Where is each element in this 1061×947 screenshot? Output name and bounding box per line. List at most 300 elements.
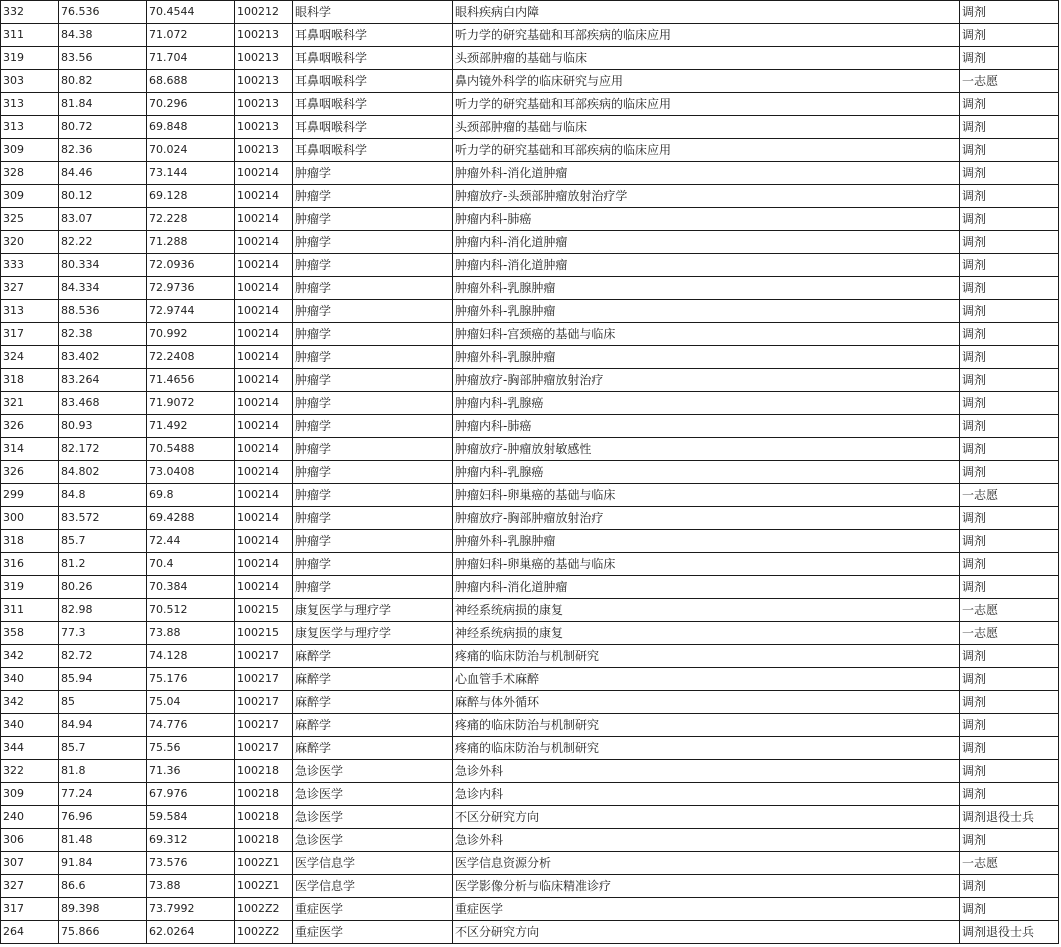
total-score-cell: 69.128 (147, 185, 235, 208)
major-name-cell: 肿瘤学 (293, 415, 453, 438)
major-code-cell: 100215 (235, 622, 293, 645)
initial-score-cell: 332 (1, 1, 59, 24)
table-row (1, 300, 1059, 323)
total-score-cell: 75.176 (147, 668, 235, 691)
table-row (1, 691, 1059, 714)
total-score-cell: 71.072 (147, 24, 235, 47)
major-code-cell: 100214 (235, 323, 293, 346)
major-name-cell: 麻醉学 (293, 691, 453, 714)
retest-score-cell: 75.866 (59, 921, 147, 944)
retest-score-cell: 80.26 (59, 576, 147, 599)
table-row (1, 254, 1059, 277)
research-direction-cell: 疼痛的临床防治与机制研究 (453, 645, 960, 668)
total-score-cell: 71.704 (147, 47, 235, 70)
initial-score-cell: 309 (1, 139, 59, 162)
total-score-cell: 69.8 (147, 484, 235, 507)
table-row (1, 369, 1059, 392)
research-direction-cell: 肿瘤内科-肺癌 (453, 208, 960, 231)
research-direction-cell: 肿瘤内科-消化道肿瘤 (453, 576, 960, 599)
initial-score-cell: 306 (1, 829, 59, 852)
total-score-cell: 68.688 (147, 70, 235, 93)
table-row (1, 185, 1059, 208)
major-name-cell: 肿瘤学 (293, 553, 453, 576)
admission-type-cell: 调剂 (960, 576, 1059, 599)
major-code-cell: 100213 (235, 93, 293, 116)
admission-type-cell: 一志愿 (960, 484, 1059, 507)
major-code-cell: 100214 (235, 484, 293, 507)
major-code-cell: 100214 (235, 369, 293, 392)
admission-type-cell: 调剂 (960, 162, 1059, 185)
initial-score-cell: 326 (1, 415, 59, 438)
research-direction-cell: 头颈部肿瘤的基础与临床 (453, 47, 960, 70)
major-name-cell: 急诊医学 (293, 760, 453, 783)
research-direction-cell: 肿瘤内科-肺癌 (453, 415, 960, 438)
major-code-cell: 100214 (235, 530, 293, 553)
major-name-cell: 肿瘤学 (293, 346, 453, 369)
major-code-cell: 100214 (235, 415, 293, 438)
major-code-cell: 100212 (235, 1, 293, 24)
major-name-cell: 肿瘤学 (293, 185, 453, 208)
major-code-cell: 100214 (235, 392, 293, 415)
table-row (1, 921, 1059, 944)
table-row (1, 553, 1059, 576)
major-name-cell: 麻醉学 (293, 714, 453, 737)
major-name-cell: 耳鼻咽喉科学 (293, 116, 453, 139)
total-score-cell: 72.44 (147, 530, 235, 553)
total-score-cell: 73.144 (147, 162, 235, 185)
major-code-cell: 100214 (235, 346, 293, 369)
major-name-cell: 肿瘤学 (293, 323, 453, 346)
initial-score-cell: 333 (1, 254, 59, 277)
initial-score-cell: 340 (1, 714, 59, 737)
major-name-cell: 肿瘤学 (293, 300, 453, 323)
major-code-cell: 100218 (235, 829, 293, 852)
initial-score-cell: 342 (1, 645, 59, 668)
table-row (1, 829, 1059, 852)
major-name-cell: 耳鼻咽喉科学 (293, 93, 453, 116)
research-direction-cell: 听力学的研究基础和耳部疾病的临床应用 (453, 93, 960, 116)
retest-score-cell: 83.56 (59, 47, 147, 70)
research-direction-cell: 肿瘤内科-乳腺癌 (453, 461, 960, 484)
initial-score-cell: 303 (1, 70, 59, 93)
major-code-cell: 100217 (235, 668, 293, 691)
research-direction-cell: 肿瘤内科-消化道肿瘤 (453, 254, 960, 277)
initial-score-cell: 311 (1, 24, 59, 47)
major-code-cell: 100214 (235, 553, 293, 576)
major-name-cell: 耳鼻咽喉科学 (293, 24, 453, 47)
retest-score-cell: 89.398 (59, 898, 147, 921)
major-name-cell: 耳鼻咽喉科学 (293, 139, 453, 162)
table-row (1, 116, 1059, 139)
research-direction-cell: 重症医学 (453, 898, 960, 921)
retest-score-cell: 85 (59, 691, 147, 714)
admission-type-cell: 调剂 (960, 668, 1059, 691)
research-direction-cell: 肿瘤放疗-头颈部肿瘤放射治疗学 (453, 185, 960, 208)
admission-type-cell: 调剂 (960, 24, 1059, 47)
initial-score-cell: 358 (1, 622, 59, 645)
major-code-cell: 100214 (235, 208, 293, 231)
total-score-cell: 69.848 (147, 116, 235, 139)
total-score-cell: 71.492 (147, 415, 235, 438)
table-row (1, 783, 1059, 806)
major-code-cell: 100213 (235, 47, 293, 70)
table-row (1, 806, 1059, 829)
major-code-cell: 1002Z1 (235, 852, 293, 875)
major-code-cell: 1002Z2 (235, 921, 293, 944)
initial-score-cell: 311 (1, 599, 59, 622)
research-direction-cell: 头颈部肿瘤的基础与临床 (453, 116, 960, 139)
retest-score-cell: 85.7 (59, 737, 147, 760)
research-direction-cell: 肿瘤放疗-胸部肿瘤放射治疗 (453, 507, 960, 530)
table-row (1, 461, 1059, 484)
admission-type-cell: 调剂 (960, 369, 1059, 392)
admission-type-cell: 调剂 (960, 185, 1059, 208)
initial-score-cell: 320 (1, 231, 59, 254)
major-name-cell: 重症医学 (293, 898, 453, 921)
major-code-cell: 100215 (235, 599, 293, 622)
admission-type-cell: 调剂 (960, 898, 1059, 921)
admission-type-cell: 一志愿 (960, 70, 1059, 93)
total-score-cell: 71.4656 (147, 369, 235, 392)
research-direction-cell: 不区分研究方向 (453, 806, 960, 829)
admission-type-cell: 调剂 (960, 783, 1059, 806)
research-direction-cell: 心血管手术麻醉 (453, 668, 960, 691)
major-name-cell: 眼科学 (293, 1, 453, 24)
table-row (1, 622, 1059, 645)
total-score-cell: 70.296 (147, 93, 235, 116)
total-score-cell: 70.384 (147, 576, 235, 599)
major-name-cell: 肿瘤学 (293, 438, 453, 461)
table-body (1, 1, 1059, 944)
retest-score-cell: 82.38 (59, 323, 147, 346)
admission-type-cell: 调剂 (960, 461, 1059, 484)
total-score-cell: 70.5488 (147, 438, 235, 461)
major-code-cell: 100218 (235, 760, 293, 783)
major-code-cell: 100214 (235, 277, 293, 300)
table-row (1, 530, 1059, 553)
initial-score-cell: 342 (1, 691, 59, 714)
research-direction-cell: 眼科疾病白内障 (453, 1, 960, 24)
major-name-cell: 医学信息学 (293, 875, 453, 898)
major-name-cell: 急诊医学 (293, 829, 453, 852)
major-code-cell: 100217 (235, 737, 293, 760)
total-score-cell: 75.56 (147, 737, 235, 760)
initial-score-cell: 340 (1, 668, 59, 691)
table-row (1, 231, 1059, 254)
table-row (1, 576, 1059, 599)
total-score-cell: 70.4544 (147, 1, 235, 24)
major-code-cell: 100214 (235, 231, 293, 254)
initial-score-cell: 300 (1, 507, 59, 530)
research-direction-cell: 急诊外科 (453, 829, 960, 852)
major-code-cell: 100214 (235, 461, 293, 484)
research-direction-cell: 听力学的研究基础和耳部疾病的临床应用 (453, 139, 960, 162)
major-code-cell: 100214 (235, 300, 293, 323)
retest-score-cell: 86.6 (59, 875, 147, 898)
major-name-cell: 肿瘤学 (293, 208, 453, 231)
table-row (1, 93, 1059, 116)
total-score-cell: 69.4288 (147, 507, 235, 530)
research-direction-cell: 肿瘤放疗-胸部肿瘤放射治疗 (453, 369, 960, 392)
retest-score-cell: 91.84 (59, 852, 147, 875)
table-row (1, 484, 1059, 507)
table-row (1, 852, 1059, 875)
major-name-cell: 麻醉学 (293, 668, 453, 691)
retest-score-cell: 84.38 (59, 24, 147, 47)
total-score-cell: 70.992 (147, 323, 235, 346)
admission-type-cell: 调剂 (960, 760, 1059, 783)
major-code-cell: 100214 (235, 162, 293, 185)
table-row (1, 392, 1059, 415)
research-direction-cell: 麻醉与体外循环 (453, 691, 960, 714)
major-name-cell: 麻醉学 (293, 737, 453, 760)
research-direction-cell: 肿瘤外科-乳腺肿瘤 (453, 300, 960, 323)
admission-type-cell: 调剂 (960, 231, 1059, 254)
retest-score-cell: 77.3 (59, 622, 147, 645)
admission-type-cell: 调剂 (960, 507, 1059, 530)
admission-type-cell: 调剂 (960, 392, 1059, 415)
total-score-cell: 72.228 (147, 208, 235, 231)
retest-score-cell: 83.264 (59, 369, 147, 392)
total-score-cell: 69.312 (147, 829, 235, 852)
research-direction-cell: 肿瘤放疗-肿瘤放射敏感性 (453, 438, 960, 461)
total-score-cell: 74.128 (147, 645, 235, 668)
retest-score-cell: 83.402 (59, 346, 147, 369)
total-score-cell: 73.0408 (147, 461, 235, 484)
retest-score-cell: 84.8 (59, 484, 147, 507)
admission-type-cell: 调剂 (960, 553, 1059, 576)
major-code-cell: 100218 (235, 783, 293, 806)
total-score-cell: 72.9736 (147, 277, 235, 300)
table-row (1, 714, 1059, 737)
major-name-cell: 肿瘤学 (293, 254, 453, 277)
major-name-cell: 医学信息学 (293, 852, 453, 875)
major-name-cell: 肿瘤学 (293, 277, 453, 300)
total-score-cell: 73.88 (147, 875, 235, 898)
research-direction-cell: 急诊内科 (453, 783, 960, 806)
table-row (1, 139, 1059, 162)
total-score-cell: 72.0936 (147, 254, 235, 277)
major-name-cell: 麻醉学 (293, 645, 453, 668)
initial-score-cell: 316 (1, 553, 59, 576)
initial-score-cell: 344 (1, 737, 59, 760)
major-name-cell: 肿瘤学 (293, 392, 453, 415)
admission-type-cell: 调剂 (960, 47, 1059, 70)
research-direction-cell: 神经系统病损的康复 (453, 599, 960, 622)
major-name-cell: 肿瘤学 (293, 484, 453, 507)
initial-score-cell: 309 (1, 185, 59, 208)
total-score-cell: 71.9072 (147, 392, 235, 415)
admission-type-cell: 调剂 (960, 438, 1059, 461)
table-row (1, 507, 1059, 530)
research-direction-cell: 急诊外科 (453, 760, 960, 783)
initial-score-cell: 326 (1, 461, 59, 484)
initial-score-cell: 328 (1, 162, 59, 185)
admission-type-cell: 调剂 (960, 691, 1059, 714)
major-code-cell: 100218 (235, 806, 293, 829)
research-direction-cell: 肿瘤妇科-卵巢癌的基础与临床 (453, 553, 960, 576)
total-score-cell: 72.9744 (147, 300, 235, 323)
research-direction-cell: 不区分研究方向 (453, 921, 960, 944)
initial-score-cell: 317 (1, 323, 59, 346)
retest-score-cell: 84.46 (59, 162, 147, 185)
total-score-cell: 71.288 (147, 231, 235, 254)
major-code-cell: 100213 (235, 116, 293, 139)
major-name-cell: 肿瘤学 (293, 507, 453, 530)
admission-type-cell: 调剂 (960, 875, 1059, 898)
research-direction-cell: 鼻内镜外科学的临床研究与应用 (453, 70, 960, 93)
major-name-cell: 肿瘤学 (293, 231, 453, 254)
retest-score-cell: 77.24 (59, 783, 147, 806)
retest-score-cell: 80.334 (59, 254, 147, 277)
total-score-cell: 59.584 (147, 806, 235, 829)
table-row (1, 760, 1059, 783)
retest-score-cell: 80.93 (59, 415, 147, 438)
admission-type-cell: 调剂 (960, 277, 1059, 300)
research-direction-cell: 肿瘤妇科-卵巢癌的基础与临床 (453, 484, 960, 507)
major-code-cell: 1002Z2 (235, 898, 293, 921)
major-name-cell: 肿瘤学 (293, 530, 453, 553)
initial-score-cell: 318 (1, 530, 59, 553)
research-direction-cell: 肿瘤内科-消化道肿瘤 (453, 231, 960, 254)
research-direction-cell: 肿瘤外科-乳腺肿瘤 (453, 277, 960, 300)
total-score-cell: 70.4 (147, 553, 235, 576)
initial-score-cell: 317 (1, 898, 59, 921)
admission-type-cell: 一志愿 (960, 622, 1059, 645)
major-name-cell: 耳鼻咽喉科学 (293, 70, 453, 93)
initial-score-cell: 313 (1, 116, 59, 139)
admission-type-cell: 调剂 (960, 1, 1059, 24)
major-code-cell: 100217 (235, 714, 293, 737)
major-name-cell: 康复医学与理疗学 (293, 599, 453, 622)
initial-score-cell: 321 (1, 392, 59, 415)
admission-type-cell: 调剂 (960, 323, 1059, 346)
research-direction-cell: 疼痛的临床防治与机制研究 (453, 714, 960, 737)
retest-score-cell: 80.82 (59, 70, 147, 93)
initial-score-cell: 318 (1, 369, 59, 392)
initial-score-cell: 240 (1, 806, 59, 829)
admission-type-cell: 调剂退役士兵 (960, 806, 1059, 829)
research-direction-cell: 肿瘤外科-消化道肿瘤 (453, 162, 960, 185)
major-name-cell: 肿瘤学 (293, 162, 453, 185)
major-name-cell: 肿瘤学 (293, 369, 453, 392)
research-direction-cell: 听力学的研究基础和耳部疾病的临床应用 (453, 24, 960, 47)
total-score-cell: 75.04 (147, 691, 235, 714)
retest-score-cell: 76.536 (59, 1, 147, 24)
table-row (1, 346, 1059, 369)
initial-score-cell: 299 (1, 484, 59, 507)
major-name-cell: 急诊医学 (293, 783, 453, 806)
retest-score-cell: 82.172 (59, 438, 147, 461)
major-code-cell: 100214 (235, 185, 293, 208)
table-row (1, 599, 1059, 622)
major-code-cell: 100214 (235, 438, 293, 461)
retest-score-cell: 80.72 (59, 116, 147, 139)
table-row (1, 277, 1059, 300)
retest-score-cell: 81.84 (59, 93, 147, 116)
major-name-cell: 肿瘤学 (293, 576, 453, 599)
admission-type-cell: 调剂 (960, 346, 1059, 369)
retest-score-cell: 81.48 (59, 829, 147, 852)
retest-score-cell: 82.22 (59, 231, 147, 254)
major-code-cell: 100217 (235, 691, 293, 714)
initial-score-cell: 313 (1, 300, 59, 323)
total-score-cell: 70.024 (147, 139, 235, 162)
admission-type-cell: 调剂 (960, 139, 1059, 162)
retest-score-cell: 85.94 (59, 668, 147, 691)
major-code-cell: 100214 (235, 507, 293, 530)
total-score-cell: 71.36 (147, 760, 235, 783)
initial-score-cell: 319 (1, 576, 59, 599)
admission-type-cell: 调剂 (960, 116, 1059, 139)
major-code-cell: 100213 (235, 139, 293, 162)
total-score-cell: 62.0264 (147, 921, 235, 944)
initial-score-cell: 307 (1, 852, 59, 875)
major-code-cell: 100213 (235, 70, 293, 93)
retest-score-cell: 83.07 (59, 208, 147, 231)
total-score-cell: 74.776 (147, 714, 235, 737)
table-row (1, 668, 1059, 691)
major-name-cell: 康复医学与理疗学 (293, 622, 453, 645)
research-direction-cell: 肿瘤妇科-宫颈癌的基础与临床 (453, 323, 960, 346)
total-score-cell: 70.512 (147, 599, 235, 622)
admission-type-cell: 调剂 (960, 645, 1059, 668)
admission-type-cell: 调剂 (960, 254, 1059, 277)
major-name-cell: 重症医学 (293, 921, 453, 944)
admission-type-cell: 一志愿 (960, 852, 1059, 875)
retest-score-cell: 81.2 (59, 553, 147, 576)
total-score-cell: 72.2408 (147, 346, 235, 369)
table-row (1, 208, 1059, 231)
retest-score-cell: 76.96 (59, 806, 147, 829)
initial-score-cell: 313 (1, 93, 59, 116)
retest-score-cell: 83.468 (59, 392, 147, 415)
total-score-cell: 73.576 (147, 852, 235, 875)
table-row (1, 875, 1059, 898)
table-row (1, 47, 1059, 70)
initial-score-cell: 322 (1, 760, 59, 783)
retest-score-cell: 82.72 (59, 645, 147, 668)
admission-type-cell: 调剂 (960, 93, 1059, 116)
table-row (1, 1, 1059, 24)
retest-score-cell: 80.12 (59, 185, 147, 208)
total-score-cell: 73.88 (147, 622, 235, 645)
table-row (1, 323, 1059, 346)
research-direction-cell: 医学影像分析与临床精准诊疗 (453, 875, 960, 898)
admission-type-cell: 调剂 (960, 530, 1059, 553)
major-code-cell: 1002Z1 (235, 875, 293, 898)
admission-type-cell: 调剂 (960, 737, 1059, 760)
initial-score-cell: 325 (1, 208, 59, 231)
retest-score-cell: 85.7 (59, 530, 147, 553)
research-direction-cell: 肿瘤内科-乳腺癌 (453, 392, 960, 415)
retest-score-cell: 84.94 (59, 714, 147, 737)
table-row (1, 898, 1059, 921)
retest-score-cell: 83.572 (59, 507, 147, 530)
table-row (1, 645, 1059, 668)
research-direction-cell: 疼痛的临床防治与机制研究 (453, 737, 960, 760)
research-direction-cell: 神经系统病损的康复 (453, 622, 960, 645)
admission-type-cell: 一志愿 (960, 599, 1059, 622)
table-row (1, 438, 1059, 461)
admission-type-cell: 调剂退役士兵 (960, 921, 1059, 944)
table-row (1, 24, 1059, 47)
admission-type-cell: 调剂 (960, 829, 1059, 852)
retest-score-cell: 88.536 (59, 300, 147, 323)
retest-score-cell: 82.36 (59, 139, 147, 162)
initial-score-cell: 319 (1, 47, 59, 70)
initial-score-cell: 264 (1, 921, 59, 944)
